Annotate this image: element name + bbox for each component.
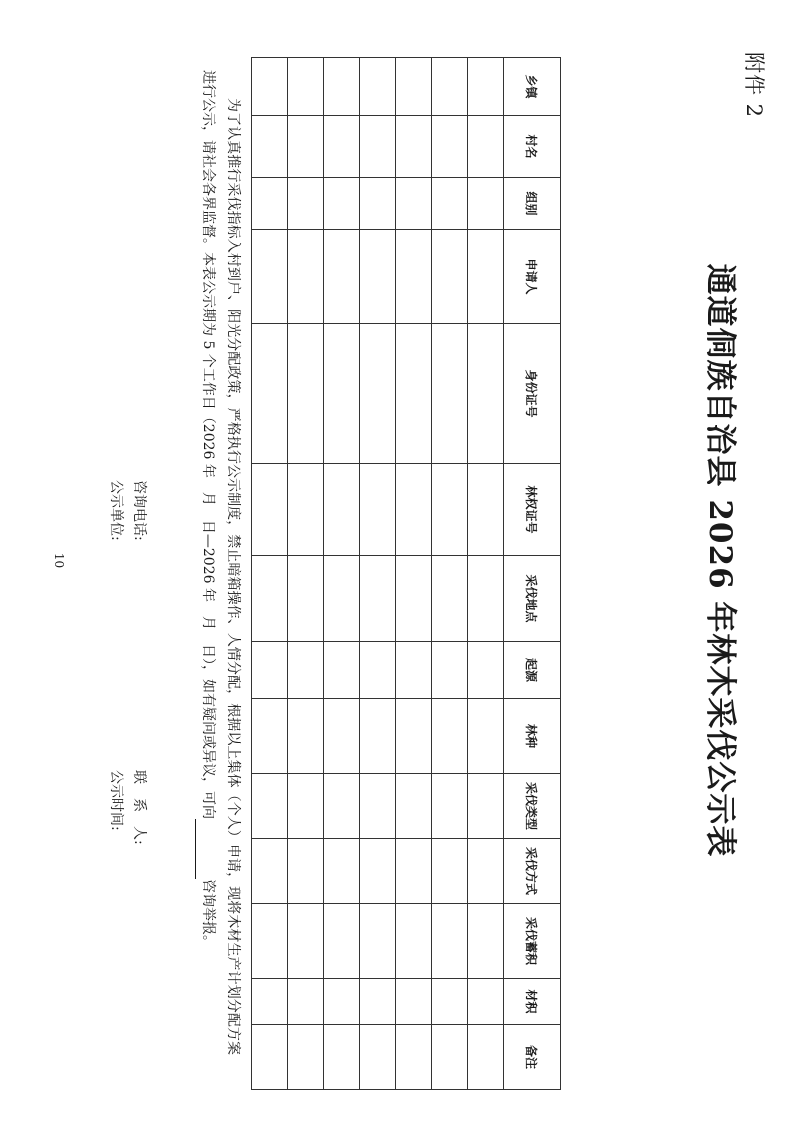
table-cell [432,178,468,230]
table-cell [252,979,288,1025]
table-cell [396,642,432,699]
table-cell [360,699,396,774]
table-cell [288,904,324,979]
table-row [360,58,396,1090]
unit-label: 公示单位: [108,480,124,541]
table-cell [252,699,288,774]
table-cell [288,1025,324,1090]
table-cell [396,556,432,642]
column-header: 村名 [504,116,561,178]
table-cell [324,464,360,556]
table-cell [288,556,324,642]
table-cell [288,178,324,230]
table-cell [432,774,468,839]
attachment-label: 附件 2 [742,52,766,119]
table-cell [288,979,324,1025]
time-label: 公示时间: [108,770,124,831]
table-cell [324,839,360,904]
table-cell [288,464,324,556]
table-body [252,58,504,1090]
table-cell [468,642,504,699]
table-cell [324,979,360,1025]
table-cell [252,230,288,324]
table-cell [252,904,288,979]
blank-line [195,819,210,879]
table-cell [288,324,324,464]
table-cell [396,116,432,178]
table-cell [288,230,324,324]
table-cell [432,699,468,774]
table-cell [432,979,468,1025]
table-cell [396,699,432,774]
table-cell [360,904,396,979]
table-cell [252,324,288,464]
harvest-table [251,57,561,1090]
column-header: 组别 [504,178,561,230]
table-cell [360,556,396,642]
table-cell [360,839,396,904]
page-number: 10 [52,552,66,569]
table-cell [396,774,432,839]
table-cell [252,58,288,116]
table-cell [288,774,324,839]
column-header: 乡镇 [504,58,561,116]
table-cell [252,839,288,904]
table-cell [324,116,360,178]
table-cell [432,324,468,464]
column-header: 采伐类型 [504,774,561,839]
column-header: 林权证号 [504,464,561,556]
table-row [252,58,288,1090]
table-cell [468,324,504,464]
table-cell [360,230,396,324]
table-cell [468,839,504,904]
table-cell [468,556,504,642]
table-cell [396,1025,432,1090]
table-cell [468,230,504,324]
table-cell [468,1025,504,1090]
table-row [396,58,432,1090]
table-cell [360,1025,396,1090]
table-cell [468,774,504,839]
table-cell [360,979,396,1025]
table-cell [324,324,360,464]
table-cell [252,1025,288,1090]
table-cell [360,642,396,699]
table-cell [468,116,504,178]
column-header: 身份证号 [504,324,561,464]
table-cell [324,642,360,699]
table-cell [360,464,396,556]
table-cell [468,979,504,1025]
column-header: 申请人 [504,230,561,324]
table-row [432,58,468,1090]
table-cell [396,58,432,116]
notice-text: 为了认真推行采伐指标入村到户、阳光分配政策，严格执行公示制度，禁止暗箱操作、人情分配，根据以上集体（个人）申请，现将木材生产计划分配方案进行公示，请社会各界监督。本表公示期为 5 个工作日（2026 年 月 日—2026 年 月 日），如有疑问或异议，可向 [200,70,241,1055]
table-cell [288,58,324,116]
table-cell [396,904,432,979]
table-cell [360,178,396,230]
table-cell [396,178,432,230]
table-cell [396,324,432,464]
table-cell [252,464,288,556]
contact-label: 联 系 人: [131,770,147,845]
table-cell [288,699,324,774]
table-cell [288,839,324,904]
table-cell [252,116,288,178]
table-header-row [504,58,561,1090]
table-cell [324,1025,360,1090]
table-cell [324,904,360,979]
notice-tail: 咨询举报。 [200,878,216,949]
column-header: 采伐蓄积 [504,904,561,979]
table-cell [468,464,504,556]
table-cell [324,699,360,774]
table-cell [324,556,360,642]
table-cell [432,464,468,556]
page-title: 通道侗族自治县 2026 年林木采伐公示表 [702,263,738,858]
table-cell [396,230,432,324]
table-cell [432,839,468,904]
table-cell [252,556,288,642]
table-cell [432,116,468,178]
table-cell [468,699,504,774]
table-cell [360,116,396,178]
table-cell [432,58,468,116]
column-header: 采伐地点 [504,556,561,642]
table-row [288,58,324,1090]
table-cell [288,642,324,699]
table-cell [252,642,288,699]
table-cell [432,642,468,699]
table-cell [396,839,432,904]
table-cell [468,58,504,116]
table-row [468,58,504,1090]
table-cell [360,324,396,464]
table-cell [432,904,468,979]
column-header: 备注 [504,1025,561,1090]
table-cell [396,464,432,556]
column-header: 采伐方式 [504,839,561,904]
table-cell [468,178,504,230]
column-header: 材积 [504,979,561,1025]
table-cell [396,979,432,1025]
table-cell [324,58,360,116]
phone-label: 咨询电话: [131,480,147,541]
table-cell [324,230,360,324]
table-cell [360,774,396,839]
table-cell [432,1025,468,1090]
table-cell [252,178,288,230]
table-cell [252,774,288,839]
table-cell [360,58,396,116]
table-cell [468,904,504,979]
table-cell [432,556,468,642]
column-header: 林种 [504,699,561,774]
table-cell [324,774,360,839]
notice-paragraph [195,70,245,1055]
table-cell [432,230,468,324]
table-cell [324,178,360,230]
table-cell [288,116,324,178]
table-row [324,58,360,1090]
column-header: 起源 [504,642,561,699]
